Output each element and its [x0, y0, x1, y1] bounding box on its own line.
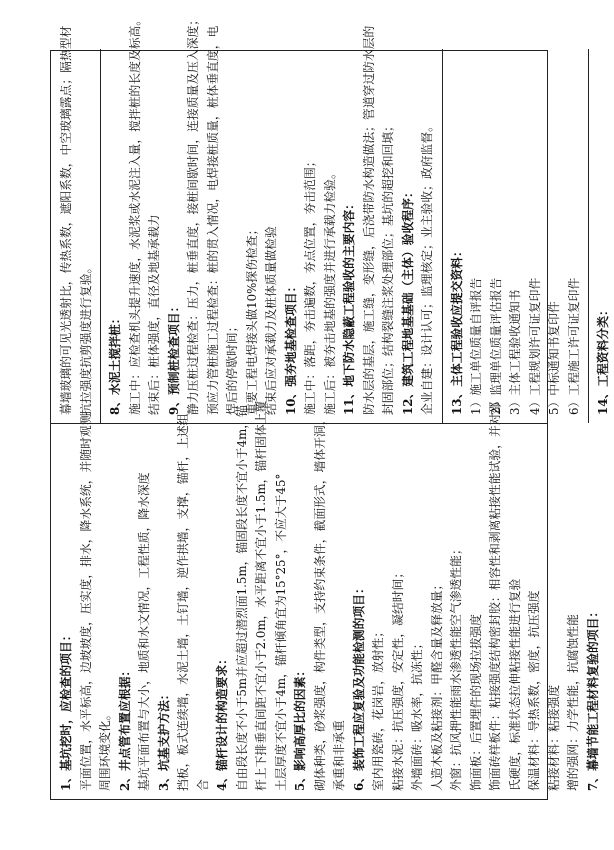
text-line: 6）工程施工许可证复印件 [566, 277, 581, 415]
text-line: 自由段长度不小于5m并应超过潜烈面1.5m，锚固段长度不宜小于4m，锚 [234, 405, 249, 791]
text-line: 4）工程规划许可证复印件 [527, 277, 542, 415]
text-line: 防水层的基层，施工缝，变形缝，后浇带防水构造做法；管道穿过防水层的 [361, 25, 376, 415]
text-line: 饰面砖样板件：粘接强度结构密封胶：相容性和剥离粘接性能试验，并对邵 [488, 401, 502, 791]
left-column [51, 400, 600, 799]
document-page [50, 13, 610, 800]
text-line: 结束后：桩体强度，直径及地基承载力 [147, 214, 161, 415]
text-line: 封固部位；结构裂缝注浆处理部位；基坑的超挖和回填； [381, 120, 395, 415]
text-line: 承重和非承重 [332, 720, 346, 791]
text-line: 结束后应对承载力及桩体质量做检验 [264, 226, 278, 415]
section-heading: 14、工程资料分类： [596, 304, 610, 415]
section-heading: 12、建筑工程地基基础（主体）验收程序： [400, 186, 415, 415]
text-line: 静力压桩过程检查：压力，桩垂直度，接桩间歇时间，连接质量及压入深度； [186, 13, 200, 415]
text-line: 外墙面砖：吸水率，抗冻性； [410, 637, 424, 791]
text-line: 周围环境变化。 [98, 708, 112, 791]
section-heading: 5、影响高厚比的因素： [293, 664, 307, 791]
section-heading: 10、强夯地基检查项目： [283, 280, 298, 415]
text-line: 饰面板：后置埋件的现场拉拔强度 [468, 614, 483, 791]
section-heading: 9、预制桩检查项目： [166, 300, 181, 415]
text-line: 施工后：被夯击地基的强度并进行承载力检验。 [322, 167, 337, 415]
text-line: 外窗：抗风押性能雨水渗透性能空气渗透性能； [449, 543, 463, 791]
right-column [51, 13, 610, 423]
text-line: 企业自建：设计认可；监理核定；业主验收；政府监督。 [420, 120, 434, 415]
text-line: 2）监理单位质量评估报告 [488, 277, 503, 415]
text-line: 幕墙玻璃的可见光透射比，传热系数，遮阳系数，中空玻璃露点；隔热型材 [59, 25, 73, 415]
text-line: 5）中标通知书复印件 [547, 301, 561, 415]
section-heading: 2、井点管布置应根据： [117, 664, 132, 791]
section-heading: 13、主体工程验收应提交资料： [449, 245, 464, 415]
section-heading: 1、基坑挖时，应检查的项目： [59, 629, 73, 791]
section-divider [100, 49, 101, 423]
text-line: 挡板，板式连续墙，水泥土墙，土钉墙，逆作拱墙，支撑，锚杆，上述组 [176, 413, 190, 791]
text-line: 杆上下排垂直间距不宜小于2.0m，水平距离不宜小于1.5m，锚杆固体上覆 [254, 400, 268, 791]
text-line: 合 [195, 779, 210, 791]
section-heading: 3、坑基支护方法： [156, 688, 171, 791]
text-line: 基坑平面布置与大小，地质和水文情况，工程性质，降水深度 [137, 472, 151, 791]
section-heading: 11、地下防水隐蔽工程验收的主要内容： [342, 198, 356, 415]
text-line: 预应力管桩施工过程检查：桩的贯入情况，电焊接桩质量，桩体垂直度，电 [205, 25, 220, 415]
text-line: 重要工程电焊接头做10%探伤检查； [244, 223, 259, 415]
text-line: 室内用瓷砖，花岗岩，放射性； [371, 625, 385, 791]
text-line: 抗拉强度抗剪强度进行复验。 [78, 261, 93, 415]
text-line: 3）主体工程验收通知书 [508, 289, 522, 415]
text-line: 平面位置，水平标高，边坡坡度，压实度，排水，降水系统，并随时观测 [78, 413, 93, 791]
text-line: 人造木板及粘接剂：甲醛含量及释放量； [429, 578, 444, 791]
text-line: 焊后的停歇时间； [225, 320, 239, 415]
section-heading: 6、装饰工程应复验及功能检测的项目： [351, 582, 366, 791]
text-line: 1）施工单位质量自评报告 [469, 277, 483, 415]
text-line: 增的强网：力学性能，抗腐蚀性能 [566, 614, 580, 791]
text-line: 砌体种类，砂浆强度，构件类型，支持约束条件，截面形式，墙体开洞， [312, 413, 327, 791]
section-heading: 8、水泥土搅拌桩： [108, 312, 122, 415]
section-divider [588, 49, 589, 423]
text-line: 粘接水泥：抗压强度，安定性，凝结时间； [390, 566, 405, 791]
section-divider [442, 49, 443, 423]
section-heading: 4、锚杆设计的构造要求： [215, 653, 229, 791]
text-line: 施工中：落距，夯击遍数，夯点位置，夯击范围； [303, 155, 317, 415]
text-line: 保温材料：导热系数，密度，抗压强度 [527, 590, 541, 791]
text-line: 施工中：应检查机头提升速度，水泥浆或水泥注入量，搅拌桩的长度及标高。 [127, 13, 142, 415]
section-heading: 7、幕墙节能工程材料复验的项目： [585, 605, 600, 791]
text-line: 氏硬度，标准状态拉伸粘接性能进行复验 [507, 578, 522, 791]
text-line: 粘接材料：粘接强度 [546, 684, 561, 791]
text-line: 土层厚度不宜小于4m，锚杆倾角宜为15°25°，不应大于45° [273, 473, 288, 791]
